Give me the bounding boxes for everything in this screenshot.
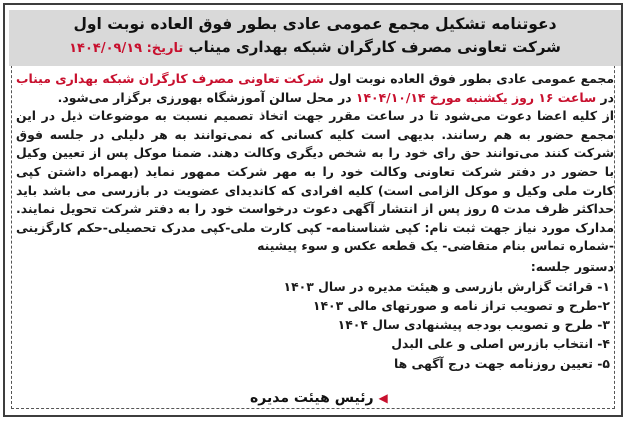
- signature-text: رئیس هیئت مدیره: [250, 390, 374, 406]
- agenda-item: ۳- طرح و تصویب بودجه پیشنهادی سال ۱۴۰۴: [337, 317, 610, 333]
- agenda-item: ۵- تعیین روزنامه جهت درج آگهی ها: [393, 355, 610, 371]
- company-name-title: شرکت تعاونی مصرف کارگران شبکه بهداری میناب: [188, 38, 561, 56]
- intro-text-b: در: [596, 89, 614, 105]
- intro-text-c: در محل سالن آموزشگاه بهورزی برگزار می‌شود.: [57, 89, 356, 105]
- main-paragraph: از کلیه اعضا دعوت می‌شود تا در ساعت مقرر جهت اتخاذ تصمیم نسبت به موضوعات ذیل در این مجمع حضور به هم رسانند. بدیهی است کلیه کسانی که نمی‌توانند به هر دلیلی در جلسه فوق شرکت کنند می‌توانند حق رای خود را به شخص دیگری وکالت دهند. ضمنا موکل پس از تعیین وکیل با حضور در دفتر شرکت تعاونی وکالت خود را به مهر شرکت ممهور نماید (بهمراه داشتن کپی کارت ملی وکیل و موکل الزامی است) کلیه افرادی که کاندیدای عضویت در بازرسی می باشد باید حداکثر ظرف مدت ۵ روز پس از انتشار آگهی دعوت درخواست خود را به دفتر شرکت تحویل نمایند. مدارک مورد نیاز جهت ثبت نام: کپی شناسنامه- کپی کارت ملی-کپی مدرک تحصیلی-حکم کارگزینی -شماره تماس بنام متقاضی- یک قطعه عکس و سوء پیشینه: [16, 108, 615, 254]
- notice-header: [9, 10, 621, 66]
- notice-title: دعوتنامه تشکیل مجمع عمومی عادی بطور فوق العاده نوبت اول: [73, 15, 557, 33]
- notice-date: تاریخ: ۱۴۰۴/۰۹/۱۹: [69, 41, 184, 56]
- agenda-item: ۴- انتخاب بازرس اصلی و علی البدل: [391, 336, 610, 352]
- notice-body: [16, 70, 614, 373]
- agenda-title: دستور جلسه:: [530, 258, 614, 274]
- agenda-item: ۲-طرح و تصویب تراز نامه و صورتهای مالی ۱۴۰۳: [312, 297, 610, 313]
- agenda-item: ۱- قرائت گزارش بازرسی و هیئت مدیره در سال ۱۴۰۳: [283, 278, 610, 294]
- intro-paragraph: [16, 70, 614, 107]
- signature: [250, 390, 388, 406]
- meeting-time-highlight: ساعت ۱۶ روز یکشنبه مورخ ۱۴۰۴/۱۰/۱۴: [355, 89, 597, 105]
- agenda-list: [16, 277, 614, 373]
- intro-text-a: مجمع عمومی عادی بطور فوق العاده نوبت اول: [324, 71, 615, 86]
- notice-subtitle: [9, 35, 621, 61]
- arrow-left-icon: ◀: [378, 391, 388, 405]
- company-name-highlight: شرکت تعاونی مصرف کارگران شبکه بهداری میناب: [16, 71, 325, 86]
